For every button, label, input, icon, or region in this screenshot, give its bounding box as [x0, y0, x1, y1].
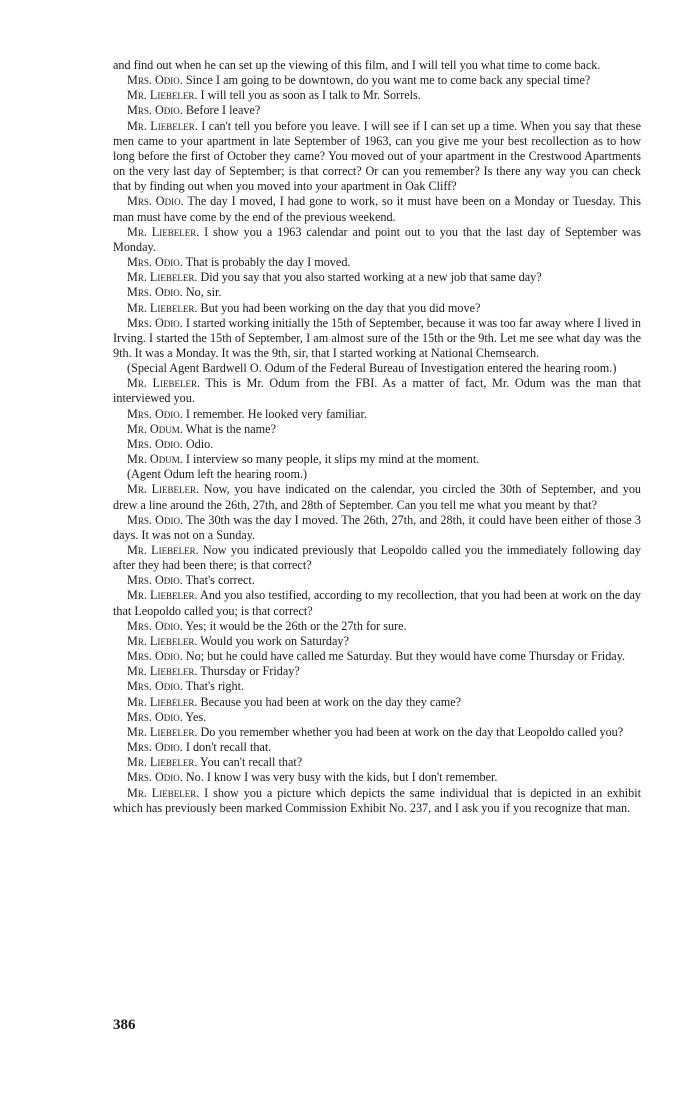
transcript-paragraph [113, 452, 641, 467]
transcript-paragraph [113, 58, 641, 73]
paragraph-text: Do you remember whether you had been at work on the day that Leopoldo called you? [200, 724, 624, 739]
paragraph-text: This is Mr. Odum from the FBI. As a matter of fact, Mr. Odum was the man that interviewed you. [113, 376, 642, 406]
paragraph-text: I don't recall that. [185, 740, 272, 755]
speaker-name: Mrs. Odio. [127, 436, 183, 451]
transcript-paragraph [113, 407, 641, 422]
transcript-paragraph [113, 316, 641, 361]
transcript-paragraph [113, 786, 641, 816]
paragraph-text: Because you had been at work on the day they came? [200, 694, 462, 709]
transcript-paragraph [113, 255, 641, 270]
transcript-paragraph [113, 649, 641, 664]
transcript-paragraph [113, 543, 641, 573]
speaker-name: Mr. Liebeler. [127, 118, 198, 133]
paragraph-text: Before I leave? [185, 103, 261, 118]
speaker-name: Mr. Odum. [127, 452, 183, 467]
paragraph-text: Yes. [185, 709, 207, 724]
transcript-paragraph [113, 225, 641, 255]
transcript-paragraph [113, 755, 641, 770]
transcript-paragraph [113, 361, 641, 376]
speaker-name: Mr. Liebeler. [127, 376, 201, 391]
speaker-name: Mr. Liebeler. [127, 224, 200, 239]
speaker-name: Mrs. Odio. [127, 255, 183, 270]
transcript-paragraph [113, 88, 641, 103]
paragraph-text: No. I know I was very busy with the kids, but I don't remember. [185, 770, 498, 785]
speaker-name: Mr. Liebeler. [127, 664, 198, 679]
transcript-paragraph [113, 634, 641, 649]
transcript-paragraph [113, 482, 641, 512]
paragraph-text: I show you a picture which depicts the same individual that is depicted in an exhibit which has previously been marked Commission Exhibit No. 237, and I ask you if you recognize that man. [113, 785, 641, 815]
transcript-paragraph [113, 422, 641, 437]
transcript-paragraph [113, 573, 641, 588]
paragraph-text: The 30th was the day I moved. The 26th, 27th, and 28th, it could have been either of those 3 days. It was not on a Sunday. [113, 512, 641, 542]
speaker-name: Mr. Liebeler. [127, 88, 198, 103]
transcript-paragraph [113, 770, 641, 785]
speaker-name: Mrs. Odio. [127, 406, 183, 421]
speaker-name: Mrs. Odio. [127, 285, 183, 300]
speaker-name: Mr. Liebeler. [127, 694, 198, 709]
speaker-name: Mrs. Odio. [127, 73, 183, 88]
transcript-paragraph [113, 437, 641, 452]
speaker-name: Mr. Liebeler. [127, 300, 198, 315]
paragraph-text: Did you say that you also started working at a new job that same day? [200, 270, 542, 285]
transcript-paragraph [113, 664, 641, 679]
speaker-name: Mrs. Odio. [127, 649, 183, 664]
paragraph-text: I show you a 1963 calendar and point out to you that the last day of September was Monday. [113, 224, 641, 254]
transcript-paragraph [113, 619, 641, 634]
paragraph-text: I remember. He looked very familiar. [185, 406, 367, 421]
paragraph-text: Now you indicated previously that Leopoldo called you the immediately following day after they had been there; is that correct? [113, 543, 642, 573]
speaker-name: Mr. Liebeler. [127, 543, 199, 557]
paragraph-text: (Special Agent Bardwell O. Odum of the Federal Bureau of Investigation entered the hearing room.) [127, 361, 617, 376]
transcript-paragraph [113, 376, 641, 406]
paragraph-text: Now, you have indicated on the calendar, you circled the 30th of September, and you drew a line around the 26th, 27th, and 28th of September. Can you tell me what you meant by that? [113, 482, 642, 512]
paragraph-text: That is probably the day I moved. [185, 255, 351, 270]
paragraph-text: Since I am going to be downtown, do you want me to come back any special time? [185, 73, 591, 88]
speaker-name: Mrs. Odio. [127, 618, 183, 633]
paragraph-text: No, sir. [185, 285, 222, 300]
paragraph-text: The day I moved, I had gone to work, so it must have been on a Monday or Tuesday. This man must have come by the end of the previous weekend. [113, 194, 641, 224]
paragraph-text: I can't tell you before you leave. I will see if I can set up a time. When you say that these men came to your apartment in late September of 1963, can you give me your best recollection as to how long before the first of October they came? You moved out of your apartment in the Crestwood Apartments on the very last day of September; is that correct? Or can you remember? Is there any way you can check that by finding out when you moved into your apartment in Oak Cliff? [113, 118, 642, 194]
transcript-paragraph [113, 725, 641, 740]
paragraph-text: and find out when he can set up the viewing of this film, and I will tell you what time to come back. [113, 58, 601, 72]
transcript-paragraph [113, 695, 641, 710]
transcript-paragraph [113, 467, 641, 482]
speaker-name: Mr. Odum. [127, 421, 183, 436]
transcript-paragraph [113, 119, 641, 195]
transcript-paragraph [113, 679, 641, 694]
paragraph-text: That's right. [185, 679, 245, 694]
transcript-paragraph [113, 301, 641, 316]
speaker-name: Mr. Liebeler. [127, 482, 200, 497]
paragraph-text: No; but he could have called me Saturday. But they would have come Thursday or Friday. [185, 649, 626, 664]
speaker-name: Mrs. Odio. [127, 770, 183, 785]
speaker-name: Mrs. Odio. [127, 740, 183, 755]
speaker-name: Mr. Liebeler. [127, 755, 198, 770]
paragraph-text: And you also testified, according to my recollection, that you had been at work on the day that Leopoldo called you; is that correct? [113, 588, 641, 618]
speaker-name: Mr. Liebeler. [127, 588, 198, 603]
transcript-paragraph [113, 740, 641, 755]
speaker-name: Mrs. Odio. [127, 315, 183, 330]
paragraph-text: Thursday or Friday? [200, 664, 300, 679]
paragraph-text: That's correct. [185, 573, 255, 588]
transcript-paragraph [113, 103, 641, 118]
transcript-paragraph [113, 710, 641, 725]
speaker-name: Mrs. Odio. [127, 103, 183, 118]
speaker-name: Mr. Liebeler. [127, 724, 198, 739]
transcript-paragraph [113, 73, 641, 88]
paragraph-text: Odio. [185, 436, 214, 451]
transcript-paragraph [113, 270, 641, 285]
speaker-name: Mrs. Odio. [127, 573, 183, 588]
transcript-paragraph [113, 588, 641, 618]
document-page [113, 58, 641, 816]
paragraph-text: I interview so many people, it slips my mind at the moment. [185, 452, 480, 467]
page-number: 386 [113, 1017, 136, 1033]
speaker-name: Mr. Liebeler. [127, 270, 198, 285]
paragraph-text: I will tell you as soon as I talk to Mr. Sorrels. [200, 88, 421, 103]
speaker-name: Mr. Liebeler. [127, 785, 200, 800]
speaker-name: Mrs. Odio. [127, 512, 184, 527]
paragraph-text: You can't recall that? [200, 755, 303, 770]
speaker-name: Mrs. Odio. [127, 194, 184, 209]
paragraph-text: Would you work on Saturday? [200, 633, 349, 648]
transcript-paragraph [113, 513, 641, 543]
transcript-paragraph [113, 194, 641, 224]
paragraph-text: But you had been working on the day that you did move? [200, 300, 481, 315]
speaker-name: Mrs. Odio. [127, 709, 183, 724]
speaker-name: Mr. Liebeler. [127, 633, 198, 648]
transcript-paragraph [113, 285, 641, 300]
paragraph-text: I started working initially the 15th of September, because it was too far away where I lived in Irving. I started the 15th of September, I am almost sure of the 15th or the 9th. Let me see what day was the 9th. It was a Monday. It was the 9th, sir, that I started working at National Chemsearch. [113, 315, 641, 360]
paragraph-text: (Agent Odum left the hearing room.) [127, 467, 308, 482]
paragraph-text: Yes; it would be the 26th or the 27th for sure. [185, 618, 407, 633]
paragraph-text: What is the name? [185, 421, 276, 436]
speaker-name: Mrs. Odio. [127, 679, 183, 694]
